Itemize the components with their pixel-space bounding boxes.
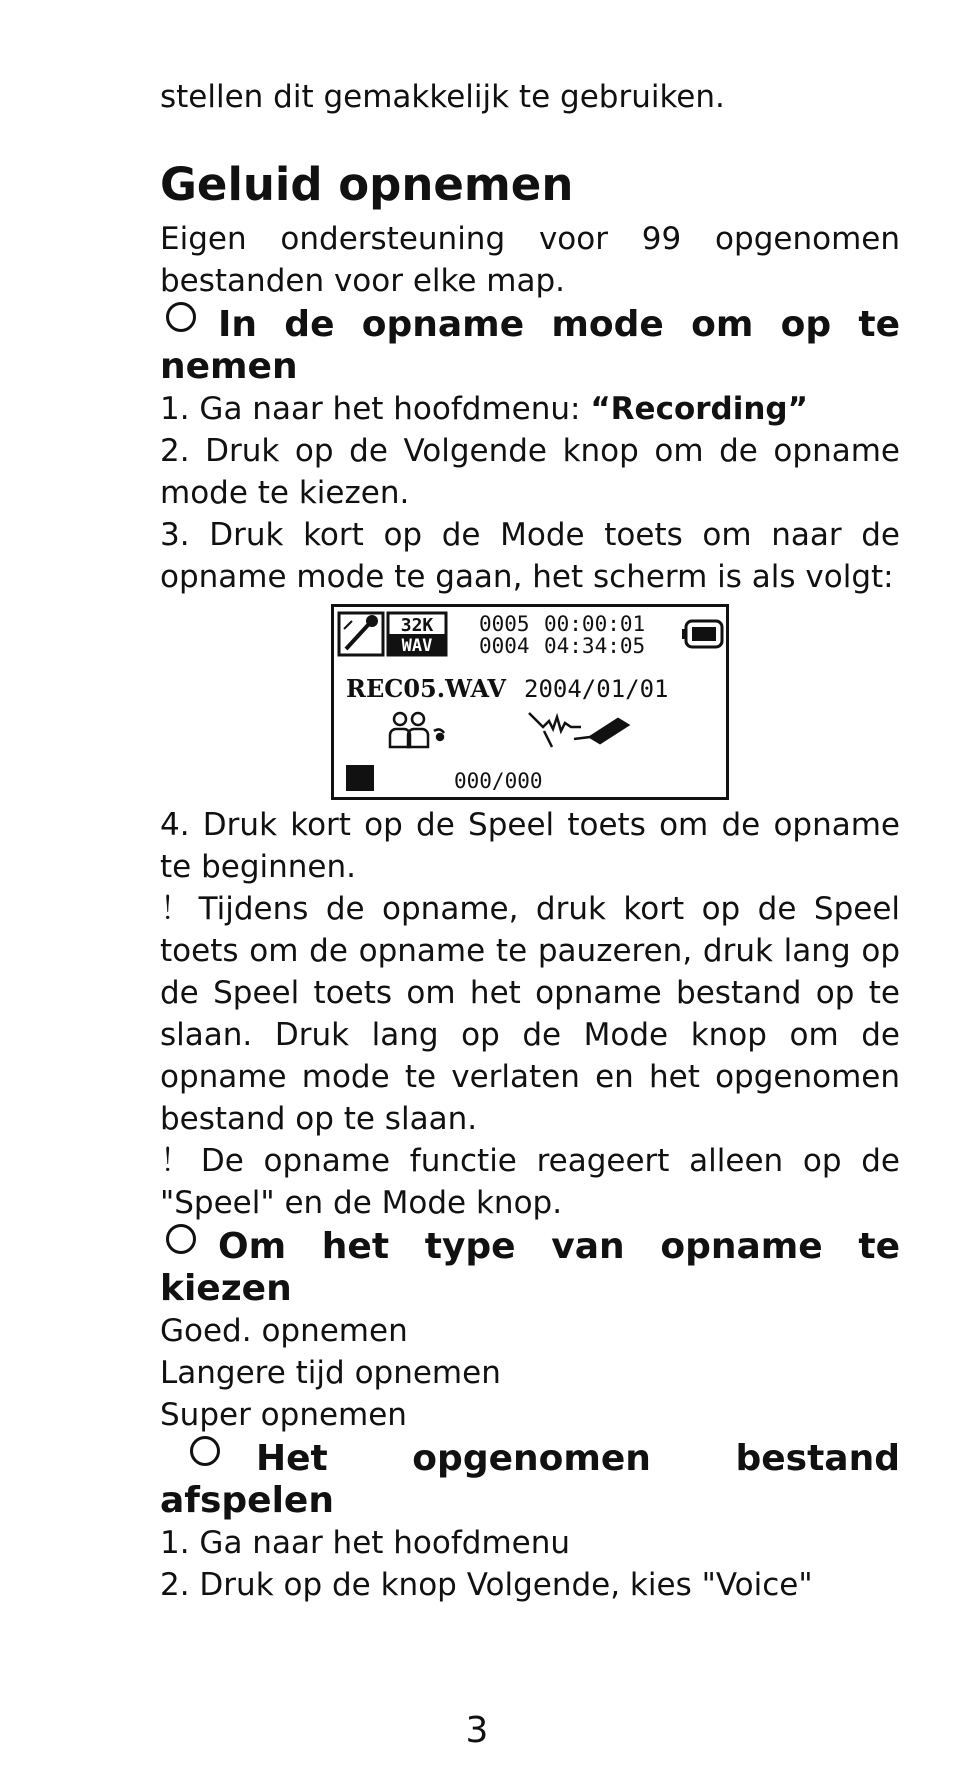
step-4: 4. Druk kort op de Speel toets om de opname te beginnen. xyxy=(160,807,900,885)
subheading-text: In de opname mode om op te nemen xyxy=(160,304,900,387)
bitrate-label: 32K xyxy=(400,615,434,636)
step-1 xyxy=(160,388,900,430)
battery-icon xyxy=(682,621,722,647)
step-1-menu-name: “Recording” xyxy=(590,391,808,427)
note-buttons: ！De opname functie reageert alleen op de "Speel" en de Mode knop. xyxy=(160,1143,900,1221)
lcd-figure xyxy=(160,604,900,800)
file-count-total: 0005 xyxy=(479,612,530,636)
microphone-icon xyxy=(339,613,383,655)
voice-wave-icon xyxy=(529,713,628,747)
subheading-playback xyxy=(160,1436,900,1522)
circle-bullet-icon xyxy=(190,1436,220,1466)
subheading-recording-type xyxy=(160,1224,900,1310)
bitrate-format-badge xyxy=(388,613,446,656)
section-heading: Geluid opnemen xyxy=(160,158,574,211)
intro-paragraph: Eigen ondersteuning voor 99 opgenomen bestanden voor elke map. xyxy=(160,221,900,299)
stop-icon xyxy=(346,765,374,791)
lcd-filename: REC05.WAV xyxy=(346,674,507,703)
file-count-current: 0004 xyxy=(479,634,530,658)
time-elapsed: 00:00:01 xyxy=(544,612,646,636)
note-pause: ！Tijdens de opname, druk kort op de Speel toets om de opname te pauzeren, druk lang op de Speel toets om het opname bestand op te slaan. Druk lang op de Mode knop om de opname mode te verlaten en het opgenomen bestand op te slaan. xyxy=(160,891,900,1137)
page-number: 3 xyxy=(465,1710,489,1751)
playback-step-1: 1. Ga naar het hoofdmenu xyxy=(160,1525,571,1561)
circle-bullet-icon xyxy=(166,302,196,332)
subheading-text: Het opgenomen bestand afspelen xyxy=(160,1438,900,1521)
playback-step-2: 2. Druk op de knop Volgende, kies "Voice" xyxy=(160,1567,813,1603)
circle-bullet-icon xyxy=(166,1224,196,1254)
subheading-text: Om het type van opname te kiezen xyxy=(160,1226,900,1309)
intro-line: stellen dit gemakkelijk te gebruiken. xyxy=(160,79,725,115)
format-label: WAV xyxy=(401,636,433,656)
option-super: Super opnemen xyxy=(160,1397,407,1433)
content-column xyxy=(160,76,900,1606)
step-2: 2. Druk op de Volgende knop om de opname mode te kiezen. xyxy=(160,433,900,511)
time-remaining: 04:34:05 xyxy=(544,634,646,658)
recording-progress: 000/000 xyxy=(454,769,543,793)
meeting-icon xyxy=(390,713,444,747)
step-3: 3. Druk kort op de Mode toets om naar de opname mode te gaan, het scherm is als volgt: xyxy=(160,517,900,595)
lcd-date: 2004/01/01 xyxy=(524,675,669,703)
option-long: Langere tijd opnemen xyxy=(160,1355,501,1391)
step-1-text: 1. Ga naar het hoofdmenu: xyxy=(160,391,591,427)
subheading-record-mode xyxy=(160,302,900,388)
option-good: Goed. opnemen xyxy=(160,1313,408,1349)
lcd-screen xyxy=(331,604,729,800)
